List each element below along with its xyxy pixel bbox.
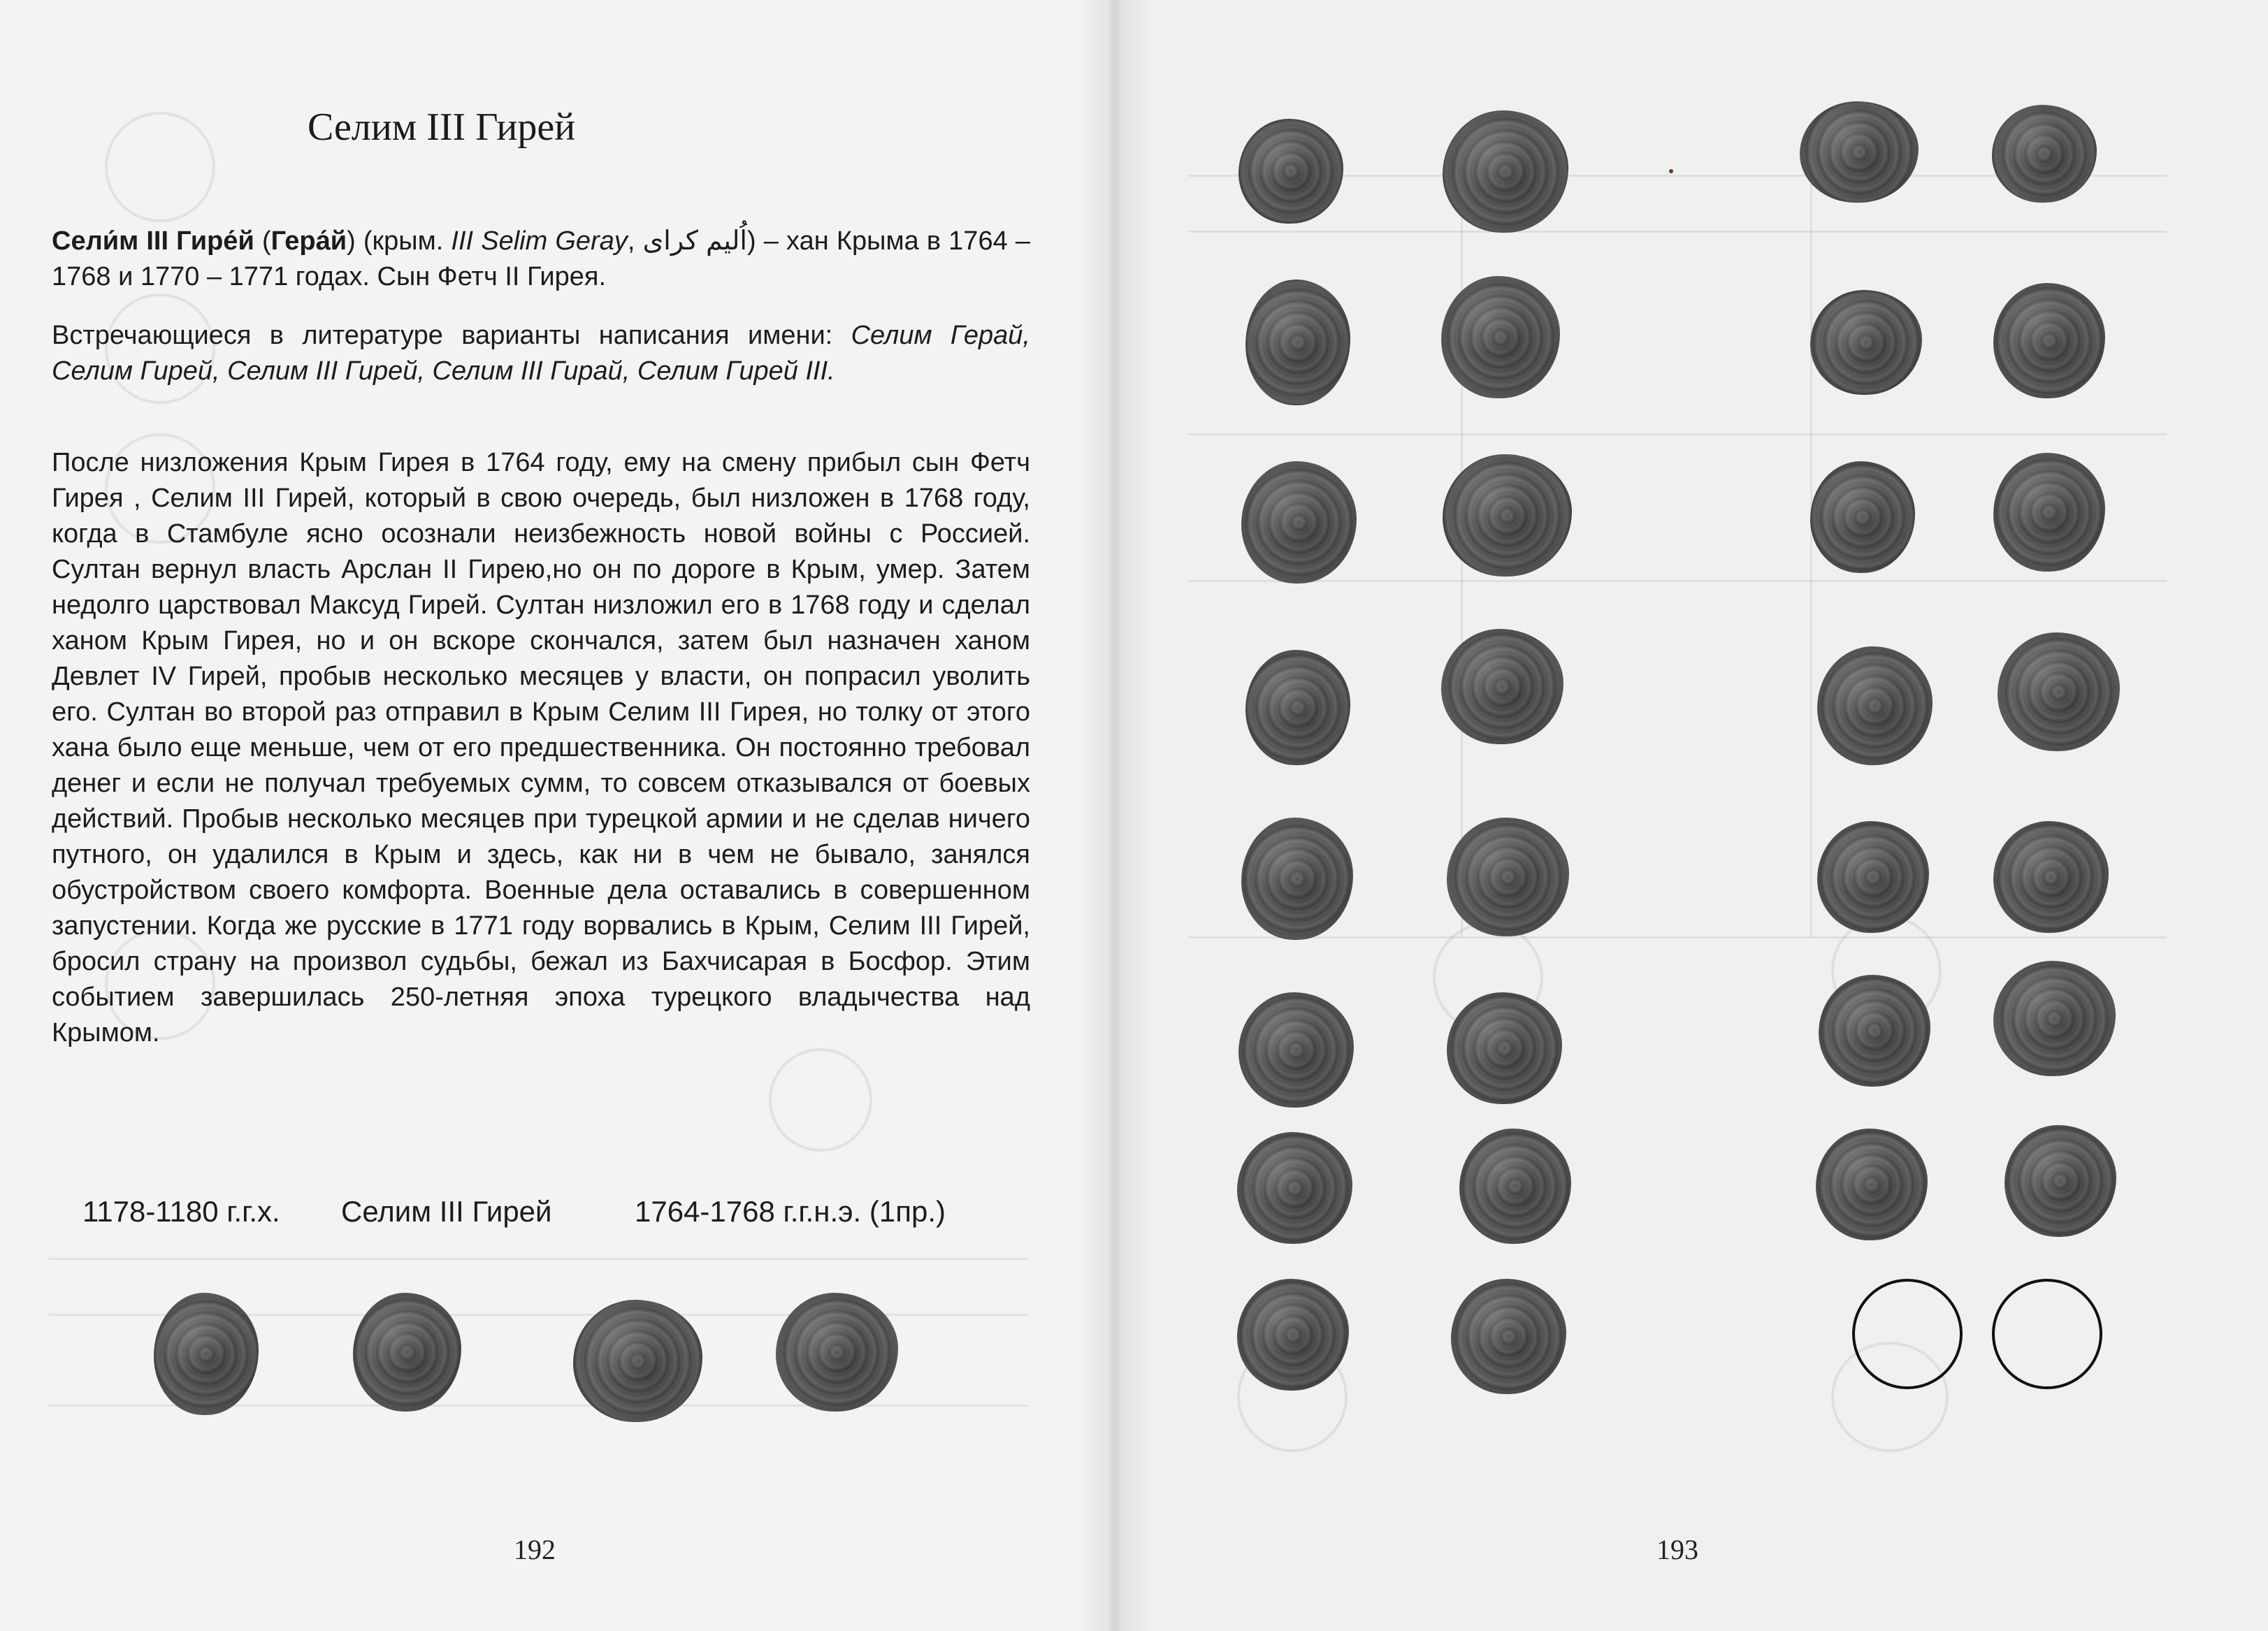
book-gutter [1076, 0, 1153, 1631]
ruler-name-variant: Гера́й [270, 226, 347, 256]
intro-text-b: ) (крым. [347, 226, 452, 256]
coin-photo [1238, 119, 1343, 224]
coin-photo [1810, 461, 1915, 573]
coin-photo [573, 1300, 702, 1422]
coin-photo [1451, 1279, 1566, 1394]
page-title: Селим III Гирей [308, 106, 576, 149]
coin-photo [1993, 283, 2105, 398]
coin-photo [776, 1293, 898, 1412]
coin-photo [1816, 1129, 1928, 1240]
coin-photo [1817, 646, 1933, 765]
coin-photo [353, 1293, 461, 1412]
history-paragraph: После низложения Крым Гирея в 1764 году, ему на смену прибыл сын Фетч Гирея , Селим III Гирей, который в свою очередь, был низложен в 1768 году, когда в Стамбуле ясно осознали неизбежность новой войны с Россией. Султан вернул власть Арслан II Гирею,но он по дороге в Крым, умер. Затем недолго царствовал Максуд Гирей. Султан низложил его в 1768 году и сделал ханом Крым Гирея, но и он вскоре скончался, затем был назначен ханом Девлет IV Гирей, пробыв несколько месяцев у власти, он попрасил уволить его. Султан во второй раз отправил в Крым Селим III Гирея, но толку от этого хана было еще меньше, чем от его предшественника. Он постоянно требовал денег и если не получал требуемых сумм, то совсем отказывался от боевых действий. Пробыв несколько месяцев при турецкой армии и не сделав ничего путного, он удалился в Крым и здесь, как ни в чем не бывало, занялся обустройством своего комфорта. Военные дела оставались в совершенном запустении. Когда же русские в 1771 году ворвались в Крым, Селим III Гирей, бросил страну на произвол судьбы, бежал из Бахчисарая в Босфор. Этим событием завершилась 250-летняя эпоха турецкого владычества над Крымом. [52, 448, 1030, 1048]
coin-photo [1241, 461, 1357, 583]
latin-name: III Selim Geray [451, 226, 628, 256]
coin-photo [1993, 821, 2109, 933]
page-number: 193 [1656, 1534, 1698, 1565]
coin-photo [1238, 992, 1354, 1108]
left-page [0, 0, 1111, 1631]
hijri-years: 1178-1180 г.г.х. [82, 1195, 280, 1228]
variants-list: Селим Герай, Селим Гирей, Селим III Гирей, Селим III Гирай, Селим Гирей III. [52, 321, 1030, 386]
ghost-coin [105, 112, 215, 222]
coin-photo [1819, 975, 1930, 1087]
intro-text-a: ( [254, 226, 271, 256]
variants-lead: Встречающиеся в литературе варианты написания имени: [52, 321, 851, 350]
coin-photo [1245, 650, 1350, 765]
ruler-name: Сели́м III Гире́й [52, 226, 254, 256]
coin-photo [1459, 1129, 1571, 1244]
coin-photo [1441, 276, 1560, 398]
section-ruler-name: Селим III Гирей [341, 1195, 552, 1228]
page-number: 192 [514, 1534, 556, 1565]
coin-photo [1447, 818, 1569, 936]
ghost-table-line [1188, 936, 2167, 938]
intro-paragraph [52, 224, 1030, 295]
coin-photo [1447, 992, 1562, 1104]
empty-coin-placeholder [1992, 1279, 2102, 1389]
ce-years: 1764-1768 г.г.н.э. (1пр.) [635, 1195, 946, 1228]
coin-photo [1441, 629, 1563, 744]
coin-photo [1993, 453, 2105, 572]
coin-photo [1241, 818, 1353, 940]
coin-photo [1998, 632, 2120, 751]
ghost-coin [769, 1048, 872, 1152]
ghost-table-line [1188, 231, 2167, 233]
print-speck [1669, 169, 1673, 173]
right-page [1111, 0, 2268, 1631]
name-variants-paragraph [52, 318, 1030, 389]
coin-photo [1245, 280, 1350, 405]
intro-text-d: ) – хан Крыма в 1764 – 1768 и 1770 – 1771 годах. Сын Фетч II Гирея. [52, 226, 1030, 291]
coin-photo [1810, 290, 1922, 395]
coin-photo [2005, 1125, 2116, 1237]
coin-photo [1443, 110, 1568, 233]
arabic-name: اُلیم کرای [642, 226, 747, 256]
ghost-table-line [1810, 175, 1812, 936]
intro-text-c: , [627, 226, 643, 256]
ghost-table-line [1188, 580, 2167, 582]
ghost-table-line [49, 1258, 1027, 1260]
coin-photo [1993, 961, 2116, 1076]
coin-photo [1817, 821, 1929, 933]
coin-photo [154, 1293, 259, 1415]
coin-photo [1237, 1132, 1352, 1244]
coin-photo [1992, 105, 2097, 203]
ghost-table-line [1188, 433, 2167, 435]
coin-photo [1443, 454, 1572, 577]
coin-photo [1800, 101, 1919, 203]
empty-coin-placeholder [1852, 1279, 1963, 1389]
